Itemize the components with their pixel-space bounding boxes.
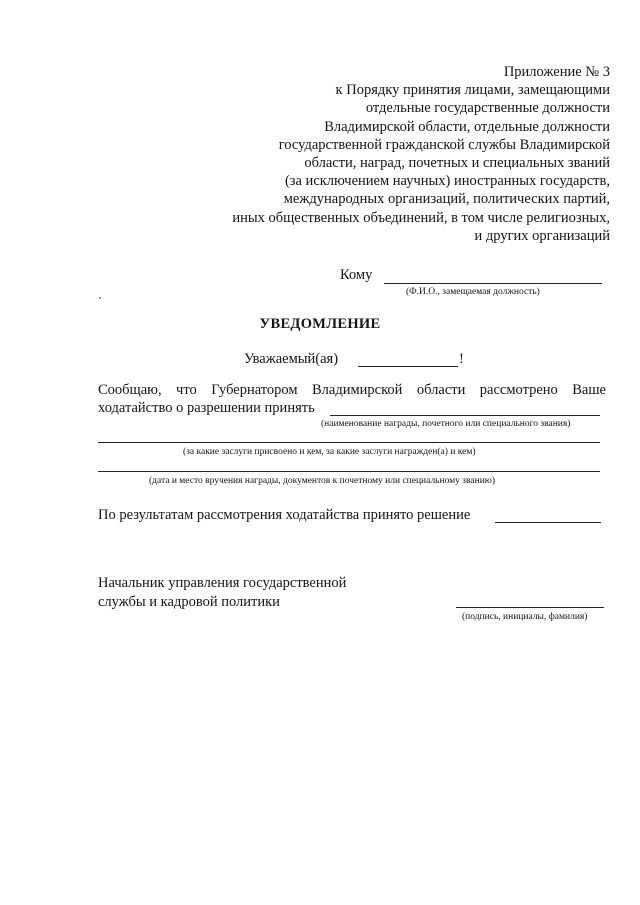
signatory-position-line-1: Начальник управления государственной xyxy=(98,575,347,591)
greeting-name-line[interactable] xyxy=(358,366,458,367)
award-caption: (наименование награды, почетного или специального звания) xyxy=(321,419,571,429)
appendix-line: к Порядку принятия лицами, замещающими xyxy=(335,82,610,99)
appendix-line: Владимирской области, отдельные должности xyxy=(324,118,610,135)
appendix-line: отдельные государственные должности xyxy=(365,100,610,117)
document-title: УВЕДОМЛЕНИЕ xyxy=(259,316,381,332)
greeting-label: Уважаемый(ая) xyxy=(244,351,339,367)
body-word: что xyxy=(176,382,197,398)
decision-text: По результатам рассмотрения ходатайства принято решение xyxy=(98,507,471,523)
body-line-2: ходатайство о разрешении принять xyxy=(98,400,315,416)
appendix-line: (за исключением научных) иностранных государств, xyxy=(284,173,610,190)
signature-caption: (подпись, инициалы, фамилия) xyxy=(462,612,588,622)
body-word: Губернатором xyxy=(211,382,298,398)
body-word: Ваше xyxy=(572,382,606,398)
appendix-header xyxy=(190,63,610,245)
greeting-end: ! xyxy=(459,351,464,367)
appendix-line: государственной гражданской службы Владимирской xyxy=(278,136,610,153)
body-word: Сообщаю, xyxy=(98,382,162,398)
date-place-caption: (дата и место вручения награды, документов к почетному или специальному званию) xyxy=(149,476,496,486)
body-word: области xyxy=(416,382,466,398)
award-field-line[interactable] xyxy=(330,415,600,416)
appendix-line: и других организаций xyxy=(474,227,610,244)
signatory-position-line-2: службы и кадровой политики xyxy=(98,594,280,610)
decision-field-line[interactable] xyxy=(495,522,601,523)
body-word: рассмотрено xyxy=(479,382,558,398)
recipient-label: Кому xyxy=(340,267,373,283)
merits-caption: (за какие заслуги присвоено и кем, за какие заслуги награжден(а) и кем) xyxy=(183,447,476,457)
appendix-line: иных общественных объединений, в том числе религиозных, xyxy=(232,209,610,226)
merits-field-line[interactable] xyxy=(98,442,600,443)
scan-speck xyxy=(99,297,101,299)
appendix-line: области, наград, почетных и специальных званий xyxy=(304,155,610,172)
signature-field-line[interactable] xyxy=(456,607,604,608)
appendix-line: международных организаций, политических партий, xyxy=(283,191,610,208)
body-word: Владимирской xyxy=(312,382,403,398)
date-place-field-line[interactable] xyxy=(98,471,600,472)
body-line-1 xyxy=(98,382,606,399)
recipient-field-line[interactable] xyxy=(384,283,602,284)
appendix-line: Приложение № 3 xyxy=(503,64,610,80)
recipient-caption: (Ф.И.О., замещаемая должность) xyxy=(406,287,540,297)
